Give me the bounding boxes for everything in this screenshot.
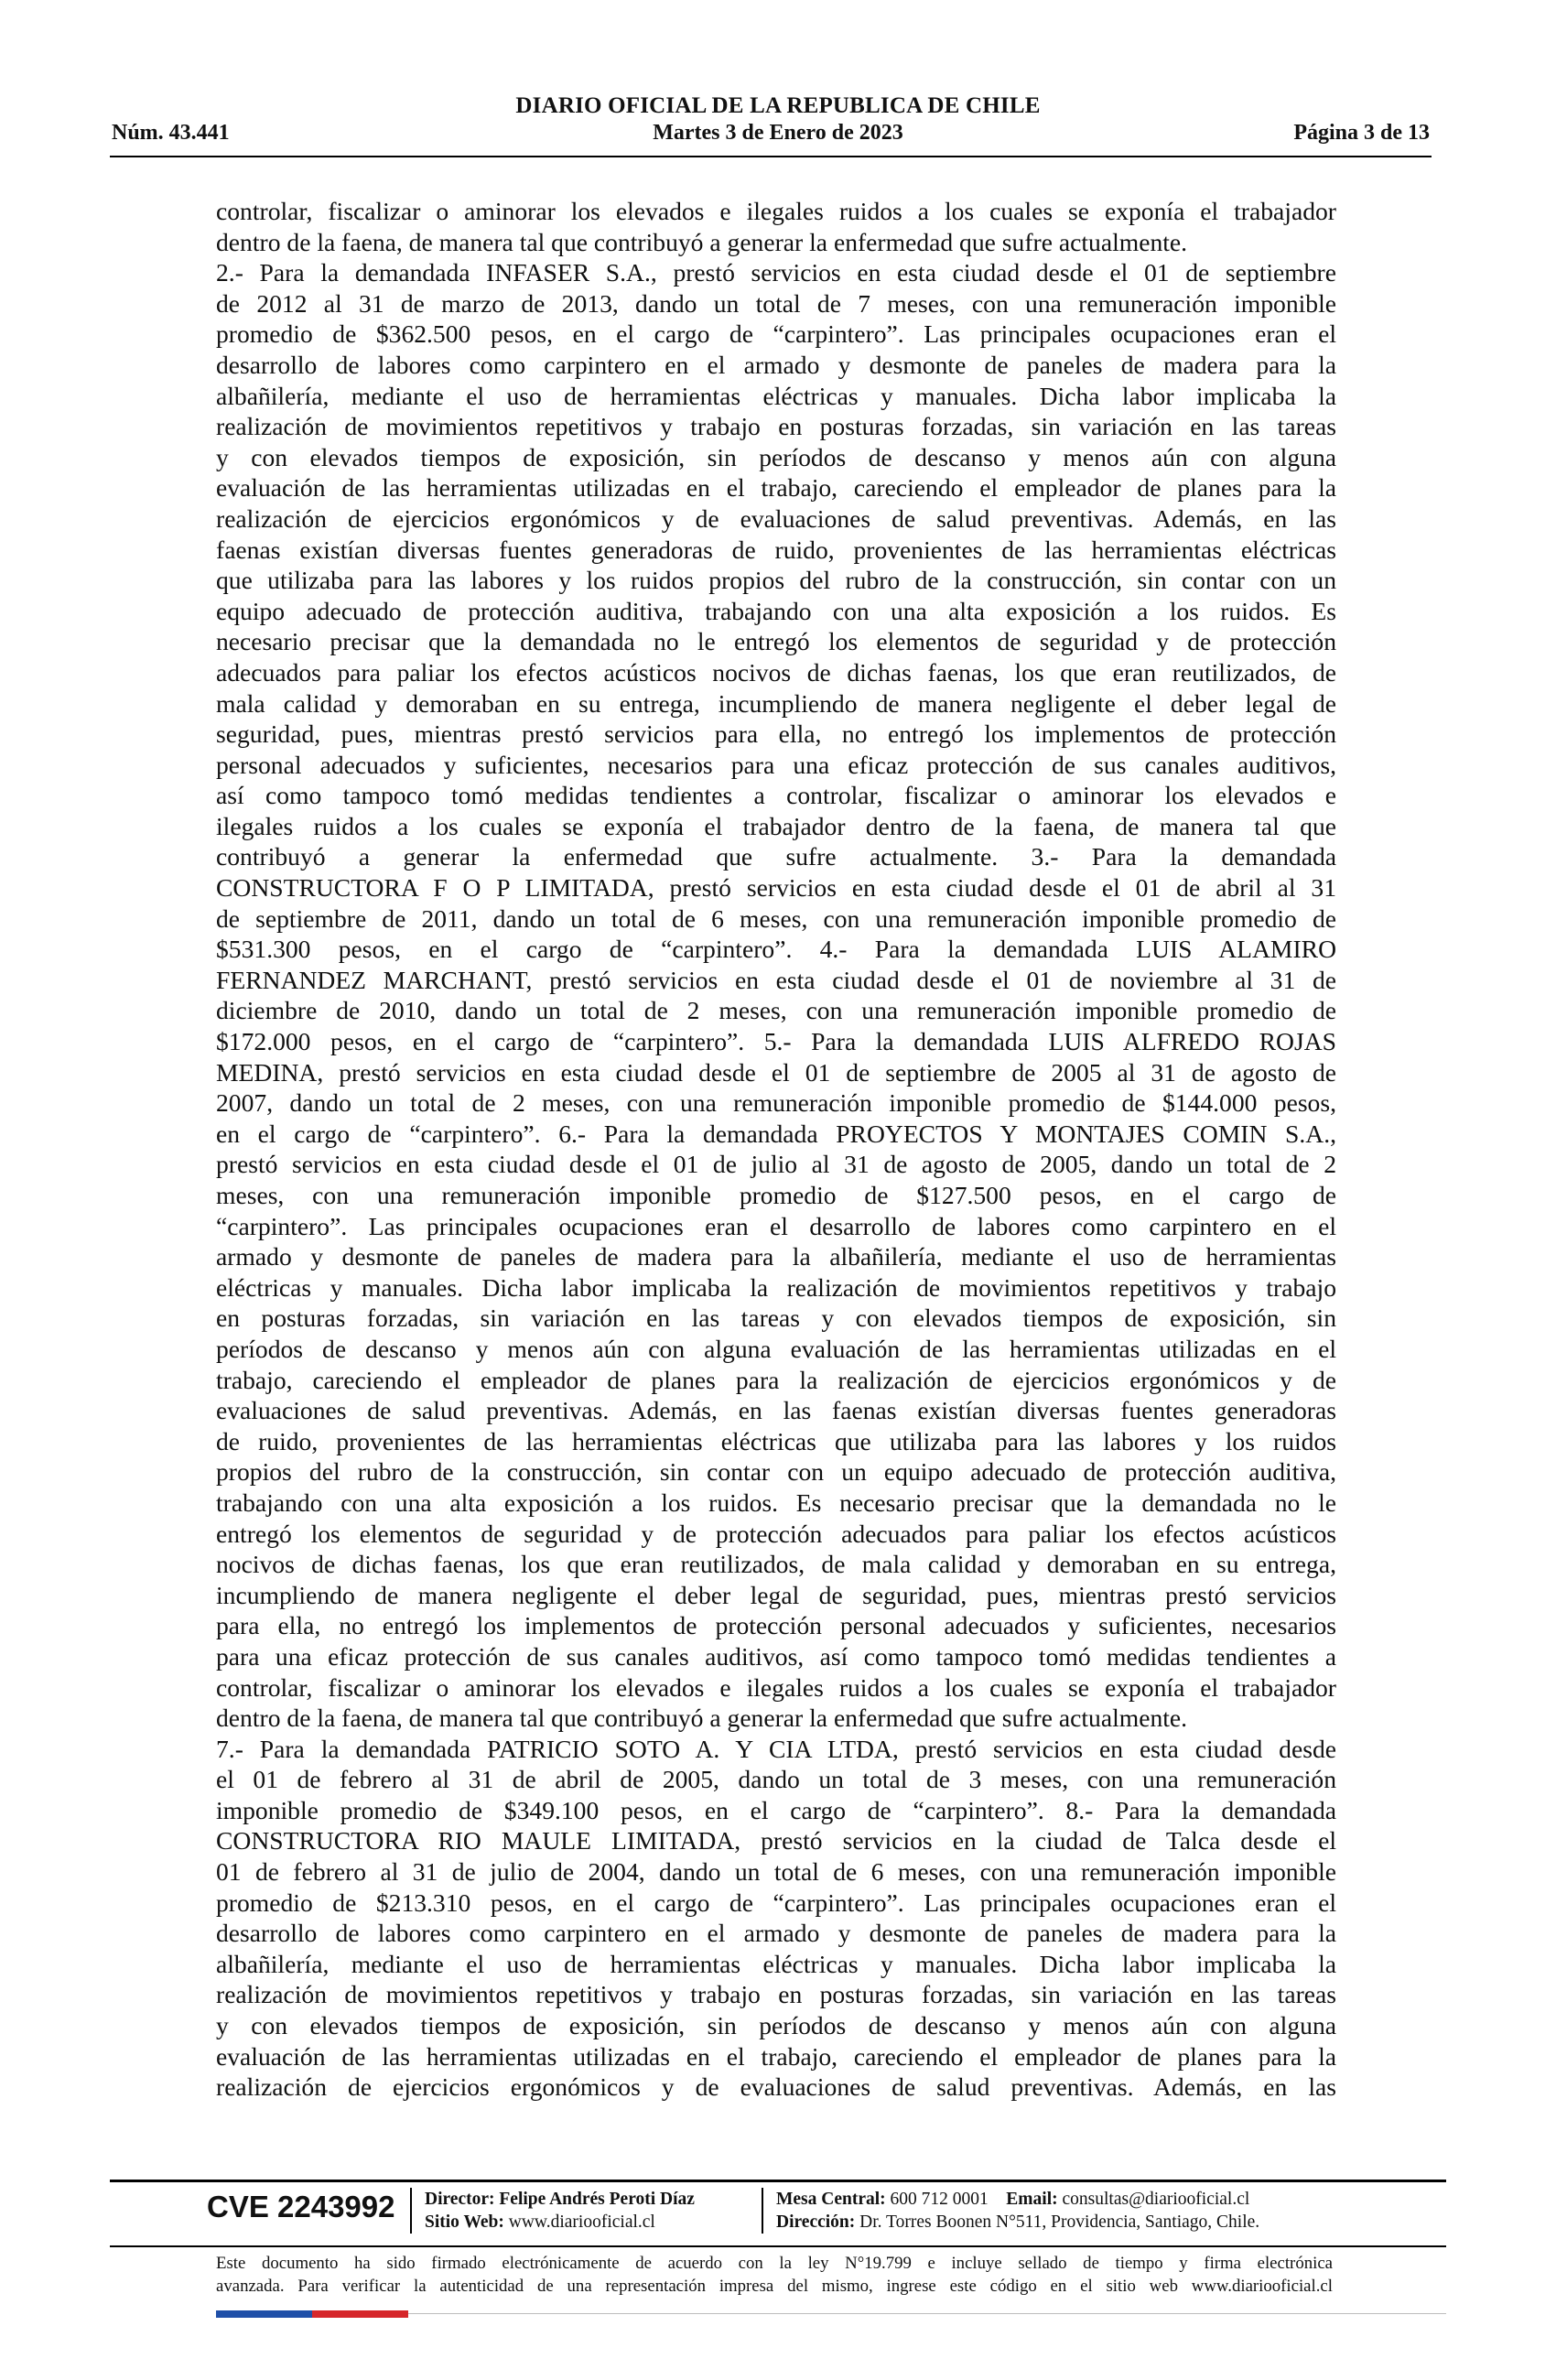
issue-date: Martes 3 de Enero de 2023	[653, 121, 903, 145]
body-line: dentro de la faena, de manera tal que contribuyó a generar la enfermedad que sufre actualmente.	[216, 1704, 1188, 1733]
verification-note-line: Este documento ha sido firmado electrónicamente de acuerdo con la ley N°19.799 e incluye sellado de tiempo y firma electrónica	[216, 2254, 1333, 2273]
body-line: en el cargo de “carpintero”. 6.- Para la demandada PROYECTOS Y MONTAJES COMIN S.A.,	[216, 1119, 1336, 1148]
body-line: incumpliendo de manera negligente el deber legal de seguridad, pues, mientras prestó servicios	[216, 1580, 1336, 1609]
body-line: entregó los elementos de seguridad y de protección adecuados para paliar los efectos acústicos	[216, 1519, 1336, 1548]
body-line: así como tampoco tomó medidas tendientes a controlar, fiscalizar o aminorar los elevados e	[216, 781, 1336, 810]
body-line: CONSTRUCTORA RIO MAULE LIMITADA, prestó servicios en la ciudad de Talca desde el	[216, 1826, 1336, 1855]
body-line: en posturas forzadas, sin variación en las tareas y con elevados tiempos de exposición, sin	[216, 1304, 1336, 1333]
body-line: de septiembre de 2011, dando un total de 6 meses, con una remuneración imponible promedio de	[216, 903, 1336, 933]
page-number: Página 3 de 13	[1293, 121, 1430, 145]
body-line: 7.- Para la demandada PATRICIO SOTO A. Y CIA LTDA, prestó servicios en esta ciudad desde	[216, 1734, 1336, 1763]
body-line: personal adecuados y suficientes, necesarios para una eficaz protección de sus canales auditivos,	[216, 750, 1336, 779]
phone-value: 600 712 0001	[890, 2190, 989, 2209]
body-line: realización de movimientos repetitivos y trabajo en posturas forzadas, sin variación en las tareas	[216, 412, 1336, 441]
body-line: equipo adecuado de protección auditiva, trabajando con una alta exposición a los ruidos. Es	[216, 596, 1336, 625]
body-line: mala calidad y demoraban en su entrega, incumpliendo de manera negligente el deber legal de	[216, 688, 1336, 718]
footer-contact-block	[776, 2188, 1259, 2234]
body-line: necesario precisar que la demandada no le entregó los elementos de seguridad y de protección	[216, 627, 1336, 656]
issue-number: Núm. 43.441	[112, 121, 230, 145]
body-text	[216, 196, 1336, 2103]
body-line: albañilería, mediante el uso de herramientas eléctricas y manuales. Dicha labor implicaba la	[216, 381, 1336, 410]
body-line: CONSTRUCTORA F O P LIMITADA, prestó servicios en esta ciudad desde el 01 de abril al 31	[216, 873, 1336, 903]
footer-director-block	[425, 2188, 695, 2234]
body-line: y con elevados tiempos de exposición, sin períodos de descanso y menos aún con alguna	[216, 2011, 1336, 2040]
body-line: nocivos de dichas faenas, los que eran reutilizados, de mala calidad y demoraban en su entrega,	[216, 1550, 1336, 1579]
body-line: MEDINA, prestó servicios en esta ciudad desde el 01 de septiembre de 2005 al 31 de agosto de	[216, 1057, 1336, 1087]
body-line: que utilizaba para las labores y los ruidos propios del rubro de la construcción, sin contar con un	[216, 566, 1336, 595]
body-line: meses, con una remuneración imponible promedio de $127.500 pesos, en el cargo de	[216, 1181, 1336, 1209]
body-line: propios del rubro de la construcción, sin contar con un equipo adecuado de protección auditiva,	[216, 1457, 1336, 1487]
verification-note	[216, 2252, 1333, 2298]
flag-red-segment	[312, 2310, 408, 2318]
email-label: Email:	[1006, 2190, 1058, 2209]
body-line: realización de ejercicios ergonómicos y de evaluaciones de salud preventivas. Además, en las	[216, 2072, 1336, 2102]
body-line: promedio de $213.310 pesos, en el cargo de “carpintero”. Las principales ocupaciones eran el	[216, 1888, 1336, 1917]
body-line: el 01 de febrero al 31 de abril de 2005, dando un total de 3 meses, con una remuneración	[216, 1765, 1336, 1794]
body-line: ilegales ruidos a los cuales se exponía el trabajador dentro de la faena, de manera tal que	[216, 811, 1336, 840]
body-line: 01 de febrero al 31 de julio de 2004, dando un total de 6 meses, con una remuneración imponible	[216, 1857, 1336, 1887]
director-label: Director:	[425, 2190, 495, 2209]
site-label: Sitio Web:	[425, 2212, 504, 2232]
body-line: FERNANDEZ MARCHANT, prestó servicios en esta ciudad desde el 01 de noviembre al 31 de	[216, 965, 1336, 994]
body-line: promedio de $362.500 pesos, en el cargo de “carpintero”. Las principales ocupaciones eran el	[216, 319, 1336, 349]
cve-code: CVE 2243992	[207, 2190, 395, 2223]
body-line: desarrollo de labores como carpintero en el armado y desmonte de paneles de madera para la	[216, 1919, 1336, 1948]
email-link[interactable]: consultas@diariooficial.cl	[1062, 2190, 1250, 2209]
header-rule	[110, 156, 1432, 157]
footer-separator	[762, 2188, 763, 2234]
body-line: realización de movimientos repetitivos y trabajo en posturas forzadas, sin variación en las tareas	[216, 1980, 1336, 2009]
body-line: 2007, dando un total de 2 meses, con una remuneración imponible promedio de $144.000 pesos,	[216, 1088, 1336, 1118]
footer-separator	[410, 2188, 412, 2234]
body-line: “carpintero”. Las principales ocupaciones eran el desarrollo de labores como carpintero en el	[216, 1211, 1336, 1240]
body-line: períodos de descanso y menos aún con alguna evaluación de las herramientas utilizadas en el	[216, 1334, 1336, 1363]
body-line: diciembre de 2010, dando un total de 2 meses, con una remuneración imponible promedio de	[216, 996, 1336, 1025]
body-line: controlar, fiscalizar o aminorar los elevados e ilegales ruidos a los cuales se exponía el trabajador	[216, 1672, 1336, 1702]
footer-rule-middle	[110, 2245, 1446, 2247]
body-line: $531.300 pesos, en el cargo de “carpintero”. 4.- Para la demandada LUIS ALAMIRO	[216, 935, 1336, 964]
site-link[interactable]: www.diariooficial.cl	[508, 2212, 655, 2232]
address-label: Dirección:	[776, 2212, 856, 2232]
body-line: armado y desmonte de paneles de madera para la albañilería, mediante el uso de herramientas	[216, 1242, 1336, 1271]
address-value: Dr. Torres Boonen N°511, Providencia, Santiago, Chile.	[859, 2212, 1260, 2232]
director-name: Felipe Andrés Peroti Díaz	[499, 2190, 695, 2209]
body-line: $172.000 pesos, en el cargo de “carpintero”. 5.- Para la demandada LUIS ALFREDO ROJAS	[216, 1027, 1336, 1056]
body-line: prestó servicios en esta ciudad desde el 01 de julio al 31 de agosto de 2005, dando un total de 2	[216, 1150, 1336, 1179]
flag-blue-segment	[216, 2310, 312, 2318]
footer-rule-top	[110, 2180, 1446, 2182]
body-line: de ruido, provenientes de las herramientas eléctricas que utilizaba para las labores y los ruidos	[216, 1426, 1336, 1455]
verification-note-line: avanzada. Para verificar la autenticidad de una representación impresa del mismo, ingrese este código en el sitio web www.diariooficial.cl	[216, 2277, 1333, 2296]
body-line: para una eficaz protección de sus canales auditivos, así como tampoco tomó medidas tendientes a	[216, 1641, 1336, 1671]
publication-title: DIARIO OFICIAL DE LA REPUBLICA DE CHILE	[515, 93, 1041, 118]
body-line: imponible promedio de $349.100 pesos, en el cargo de “carpintero”. 8.- Para la demandada	[216, 1795, 1336, 1824]
footer-rule-bottom	[408, 2313, 1446, 2314]
body-line: y con elevados tiempos de exposición, sin períodos de descanso y menos aún con alguna	[216, 442, 1336, 471]
body-line: para ella, no entregó los implementos de protección personal adecuados y suficientes, necesarios	[216, 1611, 1336, 1640]
body-line: albañilería, mediante el uso de herramientas eléctricas y manuales. Dicha labor implicaba la	[216, 1949, 1336, 1978]
body-line: faenas existían diversas fuentes generadoras de ruido, provenientes de las herramientas eléctricas	[216, 535, 1336, 564]
body-line: contribuyó a generar la enfermedad que sufre actualmente. 3.- Para la demandada	[216, 842, 1336, 871]
body-line: eléctricas y manuales. Dicha labor implicaba la realización de movimientos repetitivos y trabajo	[216, 1272, 1336, 1302]
body-line: de 2012 al 31 de marzo de 2013, dando un total de 7 meses, con una remuneración imponible	[216, 288, 1336, 318]
body-line: desarrollo de labores como carpintero en el armado y desmonte de paneles de madera para la	[216, 350, 1336, 379]
body-line: controlar, fiscalizar o aminorar los elevados e ilegales ruidos a los cuales se exponía el trabajador	[216, 197, 1336, 225]
body-line: seguridad, pues, mientras prestó servicios para ella, no entregó los implementos de protección	[216, 719, 1336, 749]
body-line: trabajando con una alta exposición a los ruidos. Es necesario precisar que la demandada no le	[216, 1488, 1336, 1517]
body-line: trabajo, careciendo el empleador de planes para la realización de ejercicios ergonómicos y de	[216, 1365, 1336, 1394]
body-line: dentro de la faena, de manera tal que contribuyó a generar la enfermedad que sufre actualmente.	[216, 227, 1188, 256]
body-line: 2.- Para la demandada INFASER S.A., prestó servicios en esta ciudad desde el 01 de septiembre	[216, 258, 1336, 287]
body-line: adecuados para paliar los efectos acústicos nocivos de dichas faenas, los que eran reutilizados, de	[216, 657, 1336, 687]
body-line: evaluación de las herramientas utilizadas en el trabajo, careciendo el empleador de planes para la	[216, 473, 1336, 503]
phone-label: Mesa Central:	[776, 2190, 886, 2209]
body-line: realización de ejercicios ergonómicos y de evaluaciones de salud preventivas. Además, en las	[216, 503, 1336, 533]
flag-stripe	[216, 2310, 408, 2318]
body-line: evaluaciones de salud preventivas. Además, en las faenas existían diversas fuentes generadoras	[216, 1396, 1336, 1425]
body-line: evaluación de las herramientas utilizadas en el trabajo, careciendo el empleador de planes para la	[216, 2041, 1336, 2071]
